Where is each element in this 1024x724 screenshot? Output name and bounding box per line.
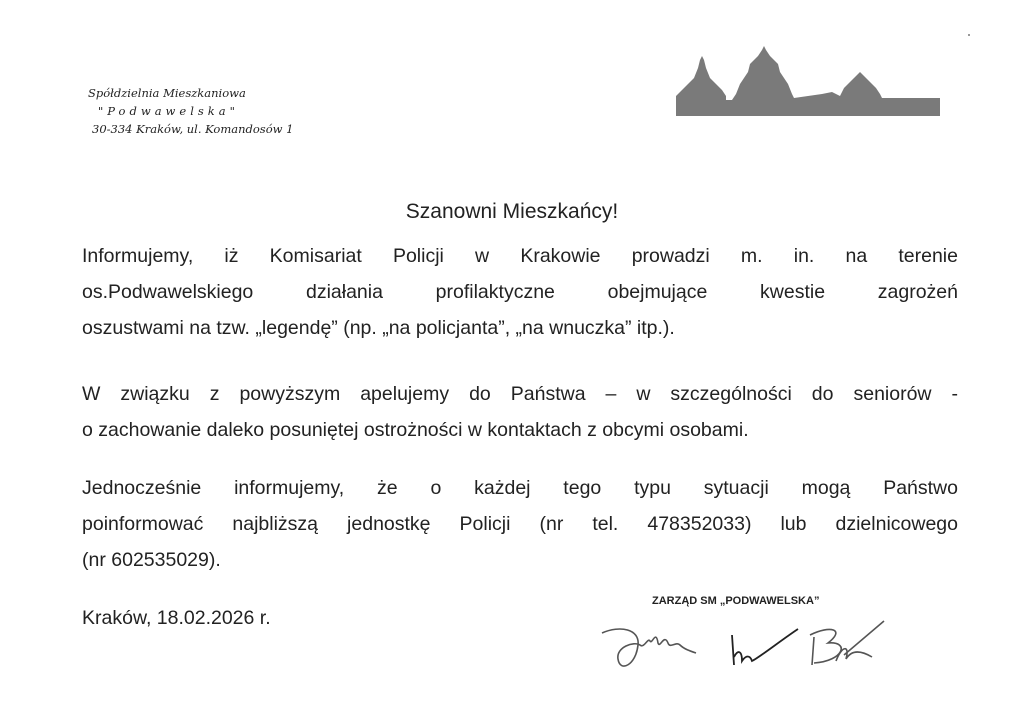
- letter-title: Szanowni Mieszkańcy!: [405, 200, 619, 223]
- org-name: Spółdzielnia Mieszkaniowa: [88, 86, 246, 100]
- body-line: (nr 602535029).: [82, 549, 221, 571]
- letterhead: [88, 84, 293, 138]
- signature-3: [810, 621, 884, 665]
- scan-speck: [968, 34, 970, 36]
- body-line: poinformować najbliższą jednostkę Policji (nr tel. 478352033) lub dzielnicowego: [82, 513, 958, 535]
- castle-silhouette-logo: [672, 38, 944, 120]
- date-line: Kraków, 18.02.2026 r.: [82, 607, 271, 629]
- body-line: oszustwami na tzw. „legendę” (np. „na policjanta”, „na wnuczka” itp.).: [82, 317, 675, 339]
- body-line: os.Podwawelskiego działania profilaktyczne obejmujące kwestie zagrożeń: [82, 281, 958, 303]
- body-line: o zachowanie daleko posuniętej ostrożności w kontaktach z obcymi osobami.: [82, 419, 749, 441]
- org-short-name: "Podwawelska": [98, 104, 239, 118]
- org-address: 30-334 Kraków, ul. Komandosów 1: [92, 122, 294, 136]
- body-line: W związku z powyższym apelujemy do Państwa – w szczególności do seniorów -: [82, 383, 958, 405]
- signatures: [600, 615, 890, 685]
- body-line: Informujemy, iż Komisariat Policji w Krakowie prowadzi m. in. na terenie: [82, 245, 958, 267]
- signature-1: [602, 629, 696, 666]
- signature-2: [732, 629, 798, 665]
- body-line: Jednocześnie informujemy, że o każdej tego typu sytuacji mogą Państwo: [82, 477, 958, 499]
- board-label: ZARZĄD SM „PODWAWELSKA”: [652, 595, 820, 607]
